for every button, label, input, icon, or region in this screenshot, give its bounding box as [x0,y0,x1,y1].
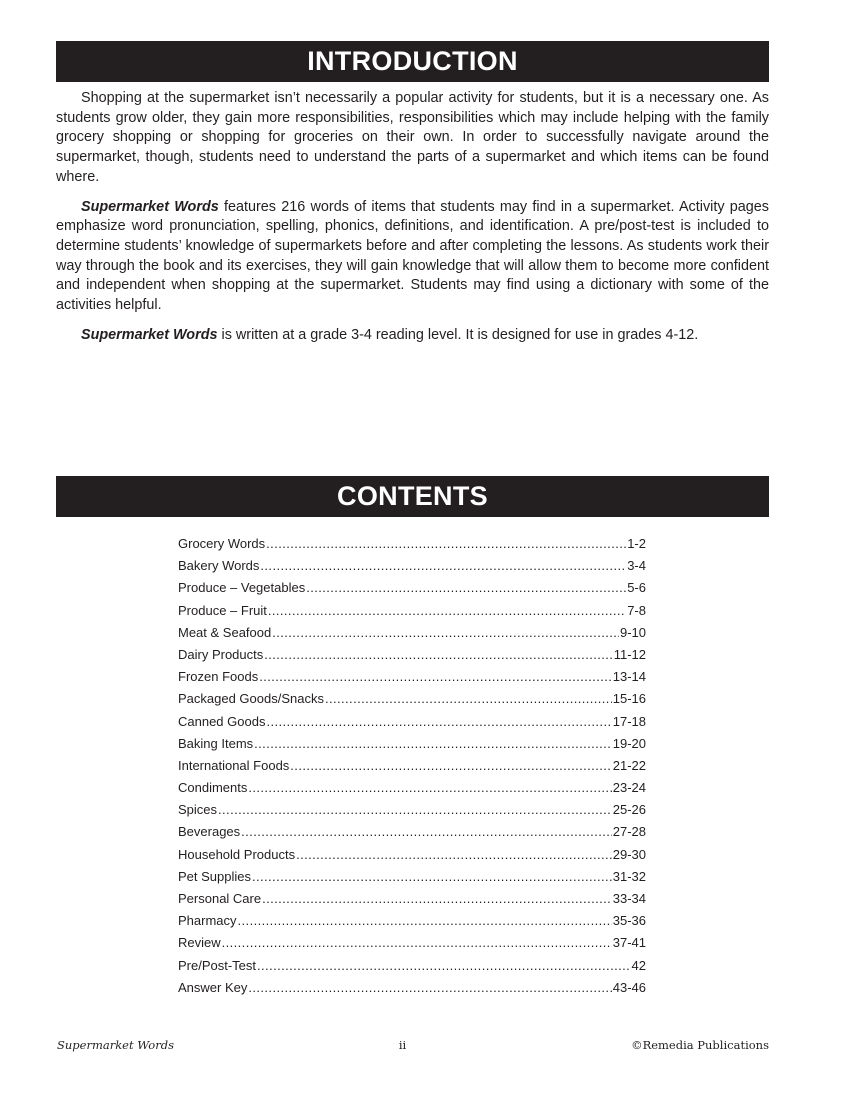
toc-entry-label: Dairy Products [178,646,264,662]
toc-entry-label: Canned Goods [178,713,266,729]
toc-entry-pages: 13-14 [612,669,646,685]
toc-dot-leader [241,821,612,843]
toc-dot-leader [325,688,612,710]
toc-entry-pages: 43-46 [612,979,646,995]
toc-dot-leader [260,555,626,577]
toc-entry-pages: 3-4 [627,558,646,574]
toc-dot-leader [264,644,612,666]
toc-dot-leader [266,711,611,733]
toc-entry [178,955,646,977]
toc-dot-leader [266,533,626,555]
intro-paragraph-3-text: is written at a grade 3-4 reading level. It is designed for use in grades 4-12. [217,326,699,343]
toc-entry-pages: 15-16 [612,691,646,707]
toc-entry [178,622,646,644]
toc-entry-label: Personal Care [178,891,262,906]
toc-entry-pages: 25-26 [612,802,646,818]
toc-entry [178,733,646,755]
toc-entry [178,799,646,821]
toc-entry-label: Beverages [178,824,241,840]
toc-entry-label: Produce – Vegetables [178,580,306,596]
toc-entry-label: Answer Key [178,979,248,995]
intro-paragraph-3 [56,326,769,346]
toc-entry-pages: 23-24 [612,780,646,796]
toc-entry-label: Bakery Words [178,558,260,574]
toc-entry-label: Meat & Seafood [178,624,272,640]
footer-publisher: ©Remedia Publications [631,1038,769,1052]
toc-dot-leader [272,622,619,644]
toc-entry-pages: 35-36 [612,913,646,929]
toc-entry-label: Pharmacy [178,913,237,929]
toc-dot-leader [296,844,612,866]
introduction-heading [56,41,769,82]
toc-entry [178,533,646,555]
toc-entry-pages: 42 [631,957,646,973]
introduction-body [56,89,769,355]
toc-entry [178,688,646,710]
toc-entry-label: Pre/Post-Test [178,957,257,973]
toc-dot-leader [290,755,611,777]
toc-entry-pages: 21-22 [612,757,646,773]
toc-entry-label: Grocery Words [178,536,266,551]
toc-entry [178,600,646,622]
toc-dot-leader [262,888,612,910]
toc-entry [178,932,646,954]
toc-dot-leader [248,777,611,799]
footer-page-number: ii [398,1038,407,1052]
toc-entry-label: Pet Supplies [178,868,251,884]
toc-entry-label: International Foods [178,757,290,773]
toc-entry-label: Produce – Fruit [178,602,267,618]
toc-entry [178,821,646,843]
intro-paragraph-2-text: features 216 words of items that students may find in a supermarket. Activity pages emphasize word pronunciation, spelling, phonics, definitions, and identification. A pre/post-test is included to determine students’ knowledge of supermarkets before and after completing the lessons. As students work their way through the book and its exercises, they will gain knowledge that will allow them to become more confident and independent when shopping at the supermarket. Students may find using a dictionary with some of the activities helpful. [56,198,769,314]
toc-entry-pages: 17-18 [612,713,646,729]
toc-dot-leader [254,733,612,755]
toc-dot-leader [268,600,626,622]
toc-entry [178,644,646,666]
toc-entry [178,777,646,799]
toc-entry-label: Baking Items [178,735,254,751]
toc-dot-leader [238,910,612,932]
footer-book-title: Supermarket Words [57,1038,174,1052]
toc-entry-label: Spices [178,802,218,818]
toc-entry-pages: 1-2 [627,536,646,551]
book-title-emphasis: Supermarket Words [81,198,219,215]
page-footer [57,1038,769,1052]
toc-entry-pages: 19-20 [612,735,646,751]
toc-dot-leader [218,799,612,821]
toc-entry-label: Review [178,935,221,951]
book-title-emphasis: Supermarket Words [81,326,218,343]
toc-entry-label: Packaged Goods/Snacks [178,691,324,707]
contents-heading-text: CONTENTS [337,481,488,511]
toc-entry [178,977,646,999]
toc-entry [178,844,646,866]
toc-entry-label: Condiments [178,780,248,796]
toc-entry-pages: 37-41 [612,935,646,951]
toc-entry-pages: 29-30 [612,846,646,862]
toc-entry-pages: 27-28 [612,824,646,840]
toc-dot-leader [257,955,631,977]
toc-entry [178,711,646,733]
toc-entry [178,555,646,577]
toc-entry [178,755,646,777]
toc-dot-leader [306,577,626,599]
toc-entry [178,910,646,932]
table-of-contents [178,533,646,999]
introduction-heading-text: INTRODUCTION [307,46,518,76]
toc-entry [178,666,646,688]
intro-paragraph-2 [56,198,769,316]
toc-dot-leader [259,666,612,688]
toc-entry [178,577,646,599]
toc-dot-leader [248,977,611,999]
toc-entry [178,866,646,888]
toc-entry-pages: 33-34 [612,891,646,906]
toc-entry [178,888,646,910]
toc-entry-pages: 31-32 [612,868,646,884]
contents-heading [56,476,769,517]
toc-entry-pages: 5-6 [627,580,646,596]
toc-entry-pages: 7-8 [627,602,646,618]
toc-entry-pages: 9-10 [619,624,646,640]
intro-paragraph-1: Shopping at the supermarket isn’t necessarily a popular activity for students, but it is a necessary one. As students grow older, they gain more responsibilities, responsibilities which may include helping with the family grocery shopping or shopping for groceries on their own. In order to successfully navigate around the supermarket, though, students need to understand the parts of a supermarket and which items can be found where. [56,90,769,185]
toc-dot-leader [252,866,612,888]
toc-entry-label: Frozen Foods [178,669,259,685]
toc-entry-label: Household Products [178,846,296,862]
toc-dot-leader [222,932,612,954]
toc-entry-pages: 11-12 [613,646,646,662]
